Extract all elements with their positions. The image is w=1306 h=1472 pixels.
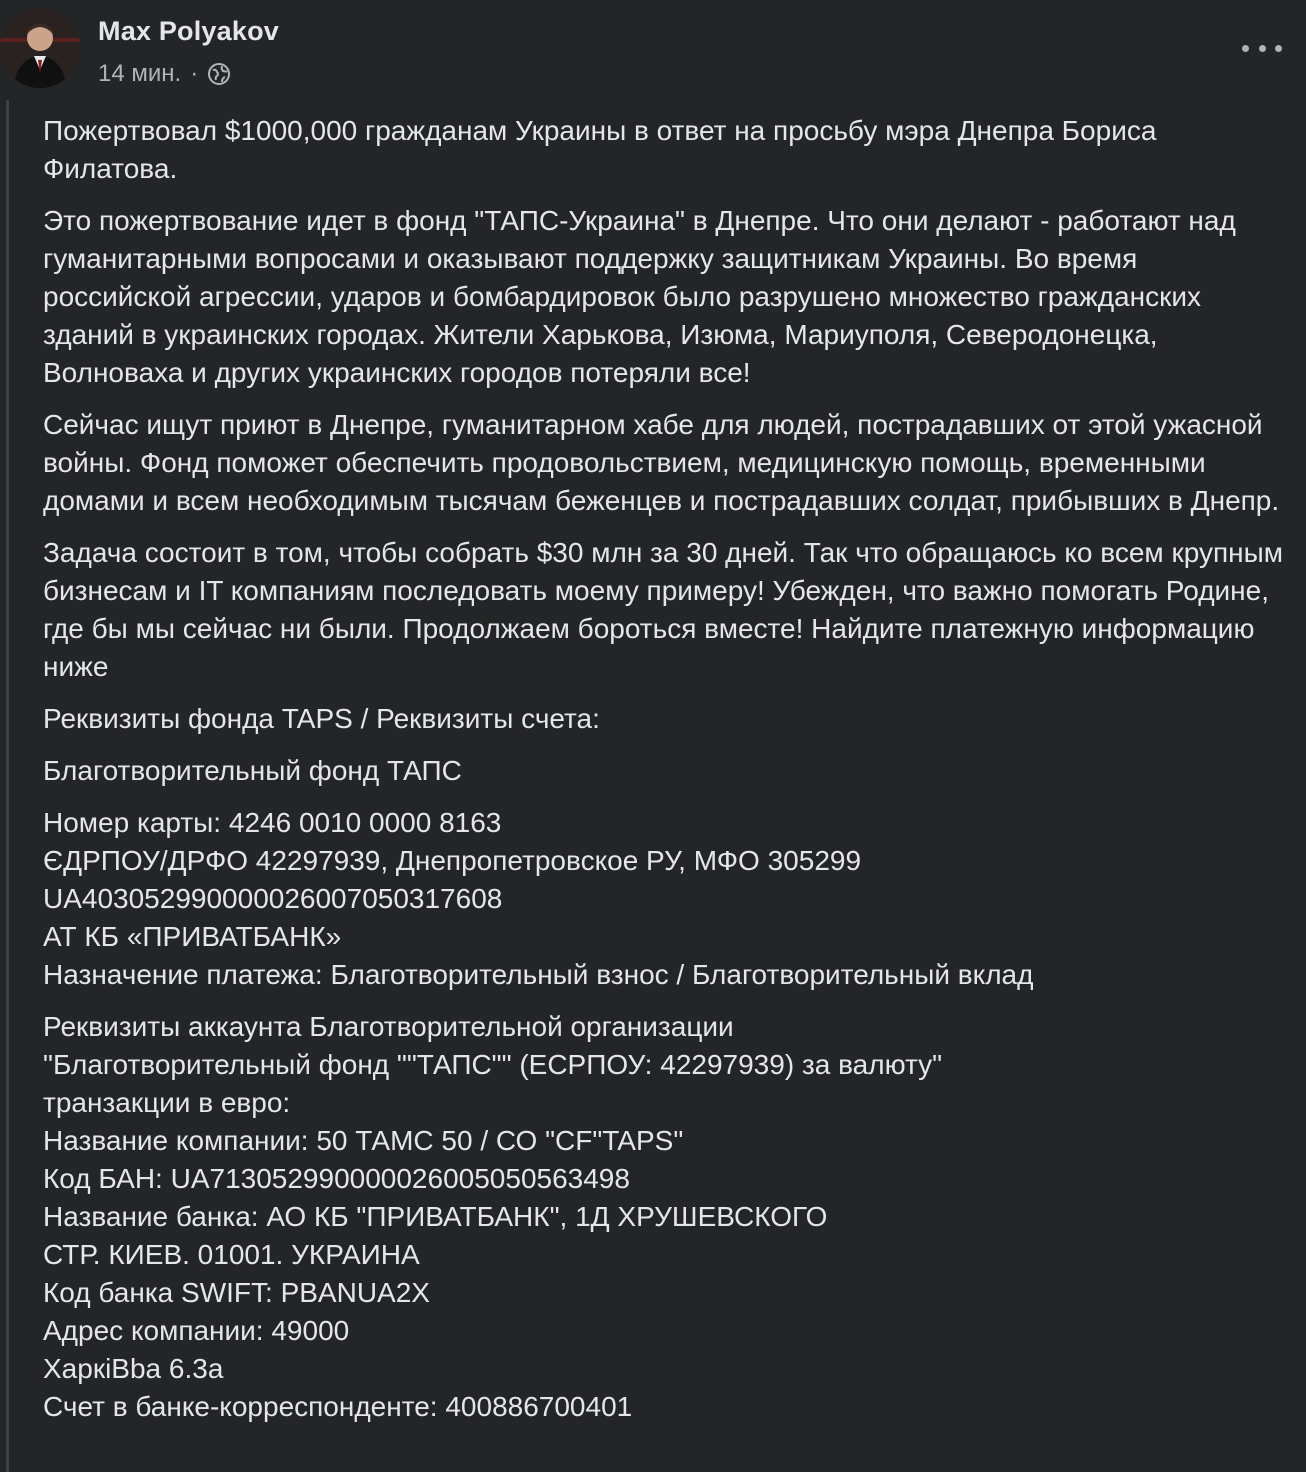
- globe-icon[interactable]: [207, 62, 231, 86]
- paragraph-card-details: Номер карты: 4246 0010 0000 8163 ЄДРПОУ/ДРФО 42297939, Днепропетровское РУ, МФО 305299 UA403052990000026007050317608 АТ КБ «ПРИВАТБАНК» Назначение платежа: Благотворительный взнос / Благотворительный вклад: [43, 807, 1034, 990]
- left-scroll-rule: [6, 100, 9, 1472]
- paragraph-shelter: Сейчас ищут приют в Днепре, гуманитарном хабе для людей, пострадавших от этой ужасной войны. Фонд поможет обеспечить продовольствием, медицинскую помощь, временными домами и всем необходимым тысячам беженцев и пострадавших солдат, прибывших в Днепр.: [43, 409, 1280, 516]
- meta-separator: ·: [190, 60, 199, 87]
- paragraph-fund: Это пожертвование идет в фонд "ТАПС-Украина" в Днепре. Что они делают - работают над гуманитарными вопросами и оказывают поддержку защитникам Украины. Во время российской агрессии, ударов и бомбардировок было разрушено множество гражданских зданий в украинских городах. Жители Харькова, Изюма, Мариуполя, Северодонецка, Волноваха и других украинских городов потеряли все!: [43, 205, 1236, 388]
- more-dot: [1275, 45, 1282, 52]
- author-name[interactable]: Max Polyakov: [98, 16, 279, 46]
- author-avatar[interactable]: [0, 8, 80, 88]
- more-dot: [1242, 45, 1249, 52]
- paragraph-donation: Пожертвовал $1000,000 гражданам Украины в ответ на просьбу мэра Днепра Бориса Филатова.: [43, 115, 1157, 184]
- more-horizontal-icon[interactable]: [1242, 38, 1282, 58]
- paragraph-fund-name: Благотворительный фонд ТАПС: [43, 755, 462, 786]
- more-dot: [1259, 45, 1266, 52]
- post-body: [43, 112, 1293, 1440]
- paragraph-euro-details: Реквизиты аккаунта Благотворительной организации "Благотворительный фонд ""ТАПС"" (ЕСРПОУ: 42297939) за валюту" транзакции в евро: Название компании: 50 ТАМС 50 / СО "CF"TAPS" Код БАН: UA713052990000026005050563498 Название банка: АО КБ "ПРИВАТБАНК", 1Д ХРУШЕВСКОГО СТР. КИЕВ. 01001. УКРАИНА Код банка SWIFT: PBANUA2X Адрес компании: 49000 ХаркiВbа 6.3а Счет в банке-корреспонденте: 400886700401: [43, 1011, 943, 1422]
- post-meta: [98, 60, 231, 88]
- paragraph-goal: Задача состоит в том, чтобы собрать $30 млн за 30 дней. Так что обращаюсь ко всем крупным бизнесам и IT компаниям последовать моему примеру! Убежден, что важно помогать Родине, где бы мы сейчас ни были. Продолжаем бороться вместе! Найдите платежную информацию ниже: [43, 537, 1283, 682]
- paragraph-requisites-title: Реквизиты фонда TAPS / Реквизиты счета:: [43, 703, 600, 734]
- avatar-image: [0, 8, 80, 88]
- post-timestamp[interactable]: 14 мин.: [98, 60, 182, 87]
